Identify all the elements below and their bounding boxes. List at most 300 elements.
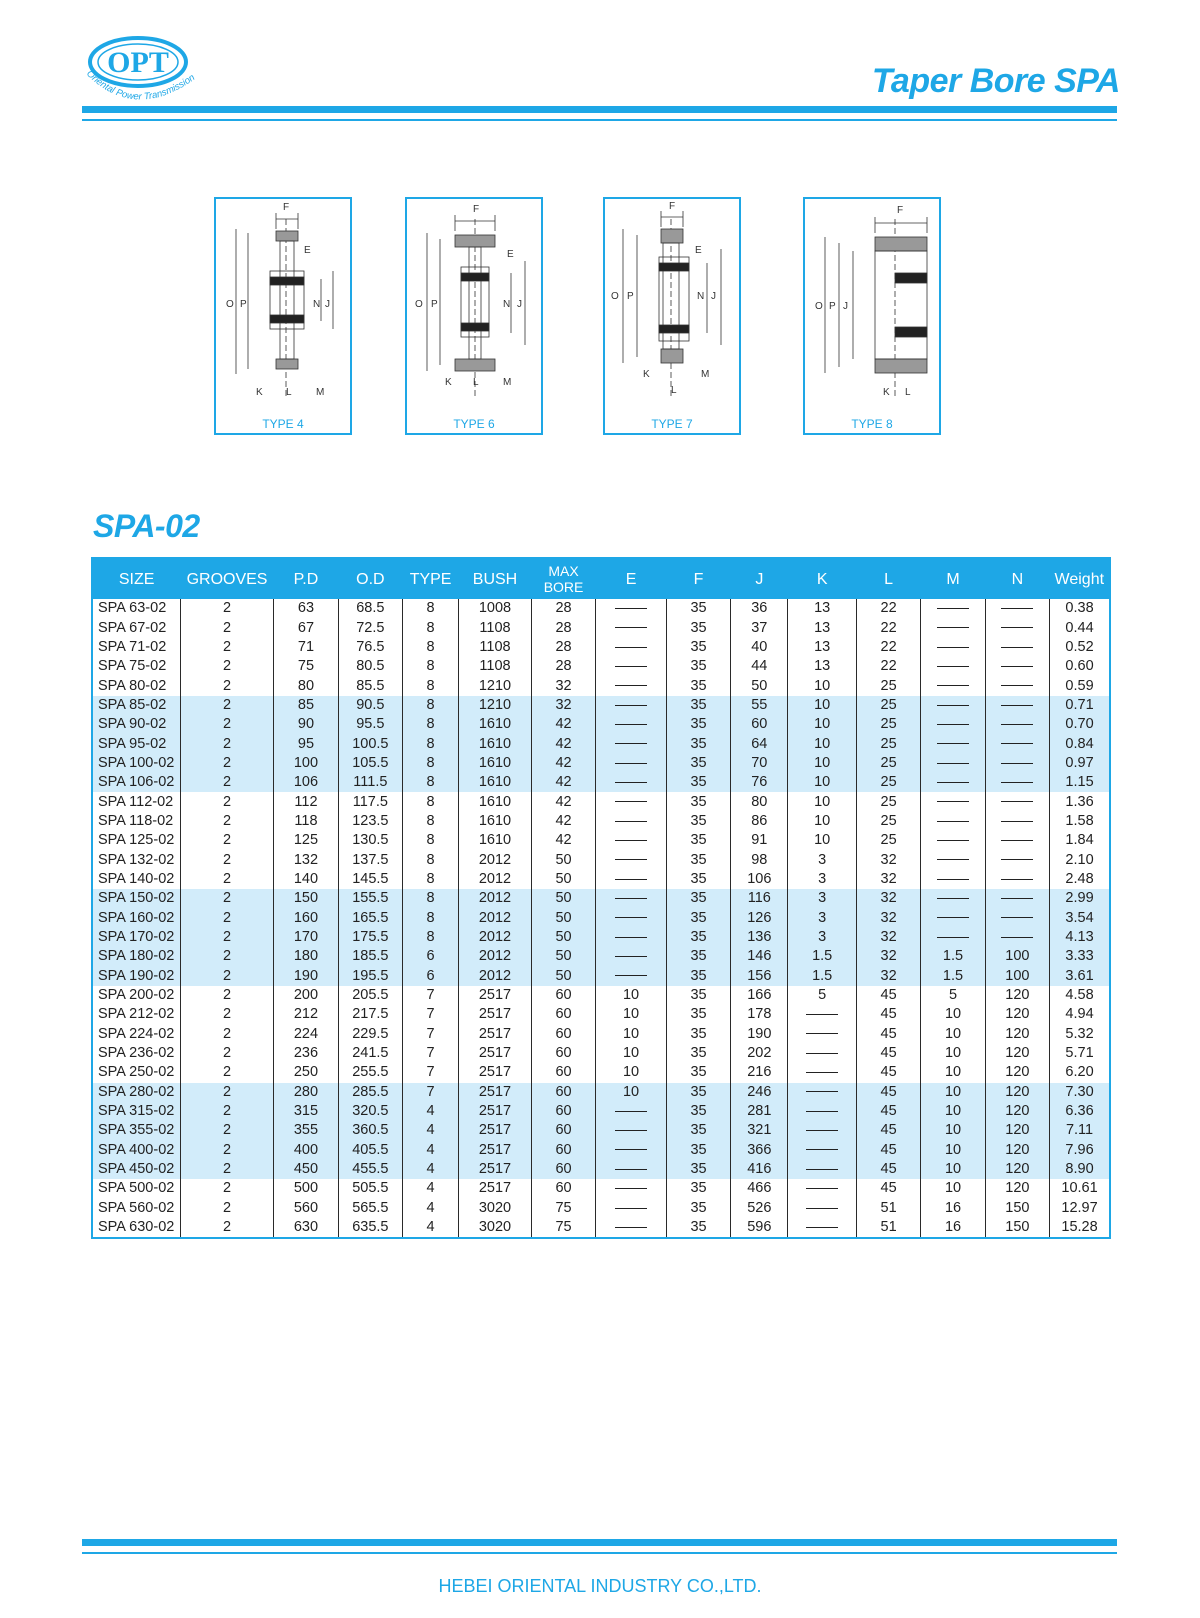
table-cell: 3.61	[1050, 967, 1110, 986]
table-cell	[985, 812, 1049, 831]
table-cell: 116	[731, 889, 788, 908]
table-cell: 2.10	[1050, 850, 1110, 869]
column-header: BUSH	[459, 558, 532, 599]
table-cell: 2	[180, 928, 273, 947]
table-cell: 156	[731, 967, 788, 986]
table-cell	[985, 850, 1049, 869]
table-cell	[985, 618, 1049, 637]
table-cell	[788, 1063, 857, 1082]
table-cell: 10	[788, 773, 857, 792]
empty-value-dash	[937, 821, 969, 822]
table-cell: 35	[666, 638, 730, 657]
table-cell: 1.5	[921, 967, 985, 986]
table-cell: 236	[274, 1044, 338, 1063]
table-cell: 450	[274, 1160, 338, 1179]
table-cell: 35	[666, 889, 730, 908]
table-cell: 7	[403, 1025, 459, 1044]
table-cell: 45	[856, 986, 920, 1005]
table-cell: 315	[274, 1102, 338, 1121]
table-row	[92, 792, 1110, 811]
table-cell: 1108	[459, 638, 532, 657]
table-cell	[921, 889, 985, 908]
empty-value-dash	[615, 898, 647, 899]
table-cell: 2	[180, 909, 273, 928]
table-cell: 8.90	[1050, 1160, 1110, 1179]
table-cell: 10	[788, 696, 857, 715]
empty-value-dash	[1001, 917, 1033, 918]
table-cell: 35	[666, 1102, 730, 1121]
table-cell	[596, 638, 667, 657]
table-cell: 95	[274, 734, 338, 753]
table-cell: 321	[731, 1121, 788, 1140]
label-k: K	[256, 387, 263, 398]
table-cell: 2	[180, 638, 273, 657]
table-cell: 80	[274, 676, 338, 695]
table-cell: 45	[856, 1063, 920, 1082]
table-cell: 2	[180, 792, 273, 811]
table-cell: 95.5	[338, 715, 402, 734]
table-cell: 185.5	[338, 947, 402, 966]
table-cell: 32	[531, 676, 595, 695]
table-cell: 2517	[459, 1179, 532, 1198]
table-cell: 5.71	[1050, 1044, 1110, 1063]
table-cell	[596, 870, 667, 889]
table-cell: 32	[856, 947, 920, 966]
table-cell: 137.5	[338, 850, 402, 869]
table-cell: 1.84	[1050, 831, 1110, 850]
table-cell: 120	[985, 1083, 1049, 1102]
table-cell: 32	[856, 870, 920, 889]
diagram-type-8	[803, 197, 941, 435]
table-cell: 35	[666, 1218, 730, 1238]
table-cell: 86	[731, 812, 788, 831]
table-cell: 35	[666, 618, 730, 637]
table-cell: 165.5	[338, 909, 402, 928]
table-cell: 75	[274, 657, 338, 676]
table-cell: 560	[274, 1199, 338, 1218]
table-cell: 60	[531, 1160, 595, 1179]
table-cell: 6.36	[1050, 1102, 1110, 1121]
table-cell: 45	[856, 1025, 920, 1044]
table-cell: 90.5	[338, 696, 402, 715]
table-row	[92, 754, 1110, 773]
size-cell: SPA 95-02	[92, 734, 180, 753]
table-cell: 205.5	[338, 986, 402, 1005]
table-cell: 1.36	[1050, 792, 1110, 811]
header-rule-thin	[82, 119, 1117, 121]
table-cell: 2	[180, 889, 273, 908]
table-cell: 285.5	[338, 1083, 402, 1102]
table-cell: 10	[788, 676, 857, 695]
table-row	[92, 1199, 1110, 1218]
table-cell: 10	[596, 1005, 667, 1024]
empty-value-dash	[615, 840, 647, 841]
table-cell	[596, 773, 667, 792]
table-cell: 32	[856, 967, 920, 986]
empty-value-dash	[1001, 898, 1033, 899]
table-cell: 0.59	[1050, 676, 1110, 695]
table-cell: 4.58	[1050, 986, 1110, 1005]
table-cell: 4	[403, 1160, 459, 1179]
table-cell: 216	[731, 1063, 788, 1082]
table-cell: 0.84	[1050, 734, 1110, 753]
table-cell: 16	[921, 1199, 985, 1218]
table-cell: 32	[856, 850, 920, 869]
table-row	[92, 870, 1110, 889]
table-cell: 80.5	[338, 657, 402, 676]
label-f: F	[283, 202, 290, 213]
table-cell: 10	[596, 986, 667, 1005]
table-cell: 35	[666, 1160, 730, 1179]
table-cell: 2	[180, 1199, 273, 1218]
table-cell: 2012	[459, 889, 532, 908]
table-cell: 2	[180, 1083, 273, 1102]
table-cell: 8	[403, 792, 459, 811]
table-cell	[788, 1218, 857, 1238]
table-cell: 1210	[459, 676, 532, 695]
table-cell: 15.28	[1050, 1218, 1110, 1238]
label-n: N	[697, 291, 705, 302]
table-cell	[788, 1044, 857, 1063]
empty-value-dash	[1001, 763, 1033, 764]
table-row	[92, 1160, 1110, 1179]
table-cell: 2	[180, 676, 273, 695]
table-cell: 125	[274, 831, 338, 850]
table-cell: 212	[274, 1005, 338, 1024]
table-cell	[596, 676, 667, 695]
table-cell: 50	[531, 928, 595, 947]
table-cell	[921, 696, 985, 715]
size-cell: SPA 236-02	[98, 1045, 175, 1062]
diagram-caption: TYPE 6	[453, 417, 495, 431]
table-cell: 35	[666, 850, 730, 869]
table-cell: 0.38	[1050, 599, 1110, 618]
size-cell: SPA 85-02	[92, 696, 180, 715]
table-cell: 120	[985, 1025, 1049, 1044]
table-cell: 35	[666, 1063, 730, 1082]
table-cell: 1.5	[788, 947, 857, 966]
empty-value-dash	[806, 1053, 838, 1054]
table-cell: 6.20	[1050, 1063, 1110, 1082]
empty-value-dash	[615, 685, 647, 686]
table-cell: 35	[666, 1199, 730, 1218]
empty-value-dash	[615, 1227, 647, 1228]
table-cell: 8	[403, 657, 459, 676]
table-cell: 35	[666, 696, 730, 715]
column-header: E	[596, 558, 667, 599]
column-header: SIZE	[92, 558, 180, 599]
table-cell: 35	[666, 812, 730, 831]
section-title: SPA-02	[93, 508, 200, 544]
table-cell	[921, 599, 985, 618]
label-m: M	[316, 387, 325, 398]
table-row	[92, 676, 1110, 695]
table-cell: 112	[274, 792, 338, 811]
label-j: J	[517, 299, 522, 310]
table-cell: 35	[666, 734, 730, 753]
label-j: J	[711, 291, 716, 302]
column-header: L	[856, 558, 920, 599]
table-cell: 596	[731, 1218, 788, 1238]
label-l: L	[473, 377, 479, 388]
empty-value-dash	[615, 956, 647, 957]
table-cell: 565.5	[338, 1199, 402, 1218]
empty-value-dash	[615, 608, 647, 609]
table-cell: 8	[403, 773, 459, 792]
table-cell: 35	[666, 831, 730, 850]
empty-value-dash	[937, 685, 969, 686]
table-cell	[788, 1199, 857, 1218]
table-cell: 2	[180, 1044, 273, 1063]
table-cell: 7.96	[1050, 1141, 1110, 1160]
table-cell: 5	[788, 986, 857, 1005]
table-cell: 35	[666, 676, 730, 695]
table-cell: 0.60	[1050, 657, 1110, 676]
table-cell: 120	[985, 986, 1049, 1005]
pulley-drawing-type-7	[605, 199, 743, 419]
table-cell: 22	[856, 599, 920, 618]
table-cell: 7	[403, 1083, 459, 1102]
table-cell: 2	[180, 1102, 273, 1121]
table-cell: 160	[274, 909, 338, 928]
size-cell: SPA 450-02	[92, 1160, 180, 1179]
table-cell	[985, 870, 1049, 889]
table-cell	[596, 657, 667, 676]
table-cell: 3	[788, 870, 857, 889]
table-cell: 2517	[459, 1121, 532, 1140]
table-cell: 60	[531, 1083, 595, 1102]
footer-rule-thin	[82, 1552, 1117, 1554]
empty-value-dash	[937, 608, 969, 609]
empty-value-dash	[615, 705, 647, 706]
table-row	[92, 734, 1110, 753]
table-cell: 10	[596, 1063, 667, 1082]
label-j: J	[325, 299, 330, 310]
table-cell: 60	[531, 1025, 595, 1044]
table-cell: 70	[731, 754, 788, 773]
table-cell: 4	[403, 1141, 459, 1160]
empty-value-dash	[1001, 821, 1033, 822]
table-cell: 3020	[459, 1218, 532, 1238]
table-cell	[596, 850, 667, 869]
table-cell: 2012	[459, 850, 532, 869]
table-cell	[596, 1179, 667, 1198]
table-row	[92, 928, 1110, 947]
table-cell: 7	[403, 1005, 459, 1024]
table-cell: 100	[985, 967, 1049, 986]
table-cell: 200	[274, 986, 338, 1005]
table-cell: 91	[731, 831, 788, 850]
size-cell: SPA 67-02	[98, 619, 167, 636]
table-row	[92, 1179, 1110, 1198]
table-cell: 118	[274, 812, 338, 831]
table-cell: 1108	[459, 657, 532, 676]
table-cell: 2	[180, 734, 273, 753]
table-row	[92, 618, 1110, 637]
table-cell	[596, 696, 667, 715]
table-cell: 10	[921, 1044, 985, 1063]
table-cell: 2012	[459, 870, 532, 889]
pulley-drawing-type-8	[805, 199, 943, 419]
size-cell: SPA 355-02	[92, 1121, 180, 1140]
label-k: K	[643, 369, 650, 380]
empty-value-dash	[806, 1188, 838, 1189]
empty-value-dash	[1001, 627, 1033, 628]
table-cell: 60	[531, 1044, 595, 1063]
table-cell: 2517	[459, 986, 532, 1005]
empty-value-dash	[806, 1208, 838, 1209]
column-header: TYPE	[403, 558, 459, 599]
table-cell: 22	[856, 638, 920, 657]
size-cell: SPA 100-02	[92, 754, 180, 773]
table-row	[92, 812, 1110, 831]
table-row	[92, 986, 1110, 1005]
empty-value-dash	[615, 743, 647, 744]
table-cell	[596, 1121, 667, 1140]
label-e: E	[695, 245, 702, 256]
table-cell	[596, 754, 667, 773]
table-cell: 35	[666, 1005, 730, 1024]
empty-value-dash	[937, 937, 969, 938]
table-cell: 229.5	[338, 1025, 402, 1044]
table-cell	[596, 1160, 667, 1179]
table-cell: 85	[274, 696, 338, 715]
table-cell: 2	[180, 1121, 273, 1140]
table-cell: 2517	[459, 1025, 532, 1044]
size-cell: SPA 224-02	[98, 1025, 175, 1042]
column-header: M	[921, 558, 985, 599]
size-cell: SPA 280-02	[92, 1083, 180, 1102]
table-cell: 10	[788, 812, 857, 831]
empty-value-dash	[937, 917, 969, 918]
table-cell: 25	[856, 754, 920, 773]
empty-value-dash	[1001, 859, 1033, 860]
table-cell: 2	[180, 618, 273, 637]
table-cell: 2517	[459, 1044, 532, 1063]
table-row	[92, 1025, 1110, 1044]
table-cell	[788, 1102, 857, 1121]
table-row	[92, 1083, 1110, 1102]
table-cell: 4.13	[1050, 928, 1110, 947]
table-cell: 42	[531, 754, 595, 773]
table-cell: 320.5	[338, 1102, 402, 1121]
table-cell: 75	[531, 1218, 595, 1238]
table-cell	[985, 754, 1049, 773]
empty-value-dash	[615, 1130, 647, 1131]
table-cell: 2517	[459, 1005, 532, 1024]
table-cell: 32	[856, 889, 920, 908]
table-cell: 8	[403, 599, 459, 618]
table-cell: 51	[856, 1199, 920, 1218]
table-cell: 12.97	[1050, 1199, 1110, 1218]
size-cell: SPA 75-02	[98, 658, 167, 675]
table-cell: 416	[731, 1160, 788, 1179]
size-cell: SPA 112-02	[98, 793, 174, 810]
empty-value-dash	[615, 937, 647, 938]
table-cell: 10	[788, 734, 857, 753]
table-cell	[788, 1025, 857, 1044]
table-cell	[985, 715, 1049, 734]
empty-value-dash	[615, 975, 647, 976]
size-cell: SPA 106-02	[92, 773, 180, 792]
table-cell: 25	[856, 676, 920, 695]
table-cell: 32	[856, 928, 920, 947]
table-cell: 7	[403, 1044, 459, 1063]
label-p: P	[431, 299, 438, 310]
table-cell: 8	[403, 850, 459, 869]
table-cell: 63	[274, 599, 338, 618]
table-cell	[921, 773, 985, 792]
table-cell: 630	[274, 1218, 338, 1238]
table-cell: 1610	[459, 773, 532, 792]
empty-value-dash	[1001, 879, 1033, 880]
table-cell: 2	[180, 1141, 273, 1160]
table-cell: 55	[731, 696, 788, 715]
table-cell: 60	[531, 1063, 595, 1082]
table-cell: 130.5	[338, 831, 402, 850]
table-cell: 5	[921, 986, 985, 1005]
table-cell: 4	[403, 1218, 459, 1238]
table-cell: 35	[666, 1025, 730, 1044]
empty-value-dash	[806, 1227, 838, 1228]
table-cell: 175.5	[338, 928, 402, 947]
table-cell: 4	[403, 1102, 459, 1121]
table-cell: 2	[180, 696, 273, 715]
table-cell: 13	[788, 657, 857, 676]
table-cell	[788, 1160, 857, 1179]
table-cell: 8	[403, 734, 459, 753]
table-cell: 35	[666, 947, 730, 966]
table-cell: 2517	[459, 1063, 532, 1082]
table-cell	[921, 792, 985, 811]
table-cell: 10.61	[1050, 1179, 1110, 1198]
column-header: O.D	[338, 558, 402, 599]
table-cell: 120	[985, 1141, 1049, 1160]
table-cell: 526	[731, 1199, 788, 1218]
table-row	[92, 1044, 1110, 1063]
table-cell: 35	[666, 657, 730, 676]
table-cell: 44	[731, 657, 788, 676]
table-cell	[921, 831, 985, 850]
table-cell	[985, 928, 1049, 947]
table-cell: 35	[666, 754, 730, 773]
table-cell	[921, 618, 985, 637]
table-cell: 8	[403, 676, 459, 695]
size-cell: SPA 250-02	[98, 1064, 175, 1081]
empty-value-dash	[937, 705, 969, 706]
table-row	[92, 1218, 1110, 1238]
table-cell: 126	[731, 909, 788, 928]
table-cell: 2	[180, 850, 273, 869]
table-cell: 2517	[459, 1102, 532, 1121]
size-cell: SPA 190-02	[92, 967, 180, 986]
table-cell: 28	[531, 599, 595, 618]
table-cell	[596, 734, 667, 753]
table-cell: 36	[731, 599, 788, 618]
empty-value-dash	[1001, 782, 1033, 783]
table-cell: 7	[403, 1063, 459, 1082]
table-cell: 25	[856, 831, 920, 850]
label-f: F	[473, 204, 480, 215]
table-cell: 146	[731, 947, 788, 966]
column-header: J	[731, 558, 788, 599]
table-cell: 10	[788, 715, 857, 734]
diagram-caption: TYPE 4	[262, 417, 304, 431]
table-cell	[596, 967, 667, 986]
pulley-drawing-type-4	[216, 199, 354, 419]
table-cell	[921, 909, 985, 928]
table-cell: 10	[788, 831, 857, 850]
